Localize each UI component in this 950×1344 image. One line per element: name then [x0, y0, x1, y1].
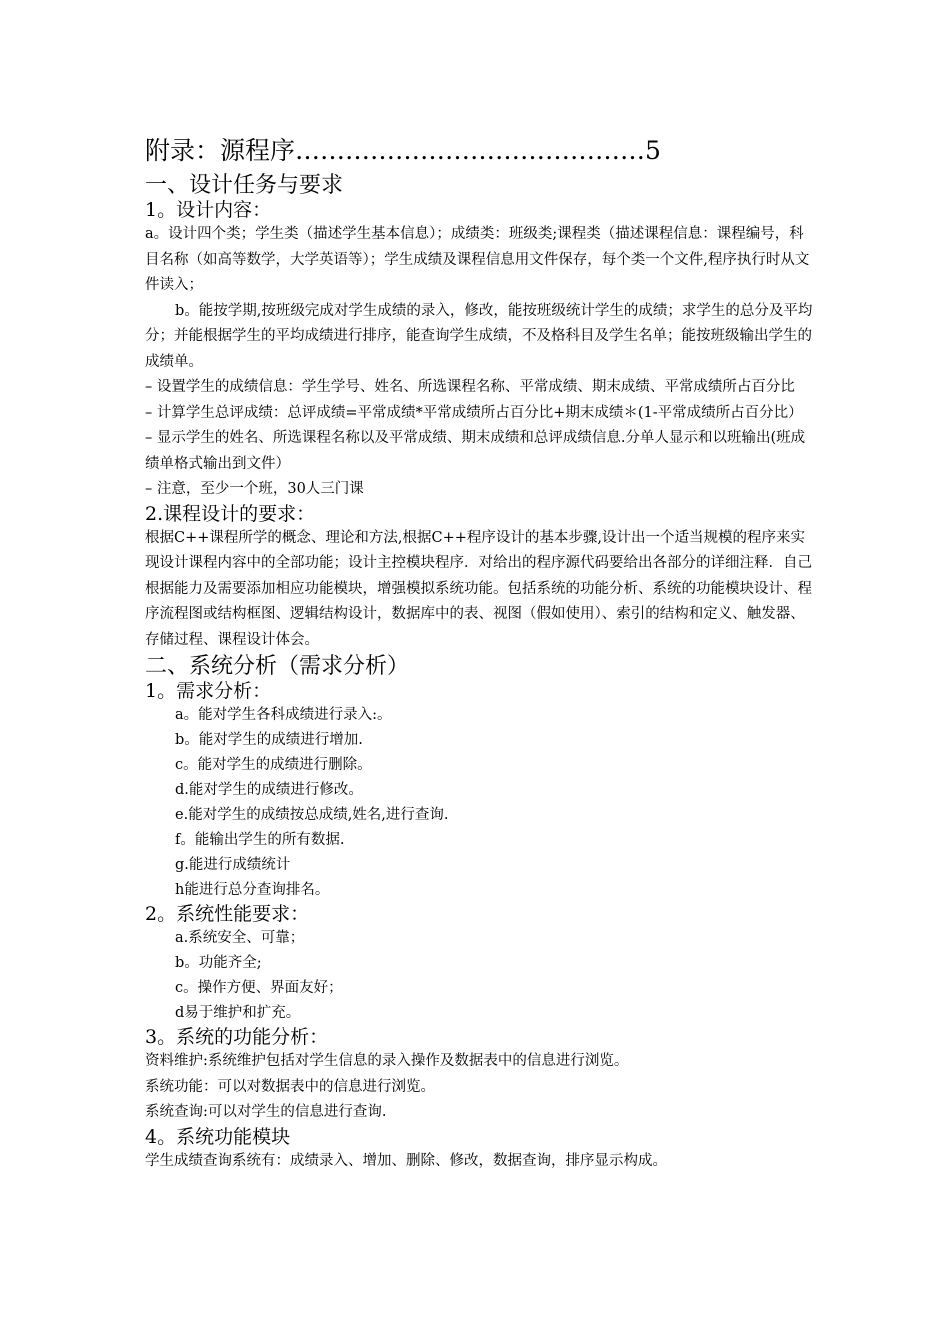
- design-content-para-b: b。能按学期,按班级完成对学生成绩的录入，修改，能按班级统计学生的成绩；求学生的总分及平均分；并能根据学生的平均成绩进行排序，能查询学生成绩，不及格科目及学生名单；能按班级输出学生的成绩单。: [145, 302, 813, 370]
- document-body: [145, 134, 815, 1174]
- requirement-item: h能进行总分查询排名。: [175, 882, 330, 898]
- requirement-item: d.能对学生的成绩进行修改。: [175, 782, 363, 798]
- requirement-item: a。能对学生各科成绩进行录入:。: [175, 707, 392, 723]
- design-content-para-a: a。设计四个类；学生类（描述学生基本信息）；成绩类：班级类;课程类（描述课程信息：课程编号，科目名称（如高等数学，大学英语等）；学生成绩及课程信息用文件保存，每个类一个文件,程序执行时从文件读入；: [145, 226, 810, 293]
- design-requirements-para: 根据C++课程所学的概念、理论和方法,根据C++程序设计的基本步骤,设计出一个适当规模的程序来实现设计课程内容中的全部功能；设计主控模块程序．对给出的程序源代码要给出各部分的详细注释．自己根据能力及需要添加相应功能模块，增强模拟系统功能。包括系统的功能分析、系统的功能模块设计、程序流程图或结构框图、逻辑结构设计，数据库中的表、视图（假如使用）、索引的结构和定义、触发器、存储过程、课程设计体会。: [145, 529, 812, 648]
- section-1-2-heading: 2.课程设计的要求：: [145, 502, 316, 525]
- section-2-heading: 二、系统分析（需求分析）: [145, 654, 410, 679]
- function-module-line: 学生成绩查询系统有：成绩录入、增加、删除、修改，数据查询，排序显示构成。: [145, 1152, 667, 1169]
- function-analysis-line: 系统查询:可以对学生的信息进行查询.: [145, 1104, 387, 1120]
- requirement-item: f。能输出学生的所有数据.: [175, 832, 345, 848]
- requirement-item: e.能对学生的成绩按总成绩,姓名,进行查询.: [175, 807, 449, 823]
- section-2-3-heading: 3。系统的功能分析：: [145, 1026, 329, 1048]
- design-content-dash-3: – 显示学生的姓名、所选课程名称以及平常成绩、期末成绩和总评成绩信息.分单人显示和以班输出(班成绩单格式输出到文件）: [145, 430, 806, 472]
- performance-item: c。操作方便、界面友好；: [175, 980, 343, 996]
- performance-item: d易于维护和扩充。: [175, 1005, 301, 1021]
- section-2-2-heading: 2。系统性能要求：: [145, 903, 310, 925]
- design-content-dash-2: – 计算学生总评成绩：总评成绩=平常成绩*平常成绩所占百分比+期末成绩＊(1-平常成绩所占百分比）: [145, 404, 803, 421]
- function-analysis-line: 资料维护:系统维护包括对学生信息的录入操作及数据表中的信息进行浏览。: [145, 1053, 629, 1069]
- requirement-item: b。能对学生的成绩进行增加.: [175, 732, 363, 748]
- function-analysis-line: 系统功能：可以对数据表中的信息进行浏览。: [145, 1078, 435, 1095]
- section-2-4-heading: 4。系统功能模块: [145, 1125, 291, 1148]
- section-1-heading: 一、设计任务与要求: [145, 173, 344, 198]
- requirement-item: g.能进行成绩统计: [175, 857, 291, 873]
- performance-item: b。功能齐全;: [175, 955, 262, 971]
- design-content-dash-4: – 注意，至少一个班，30人三门课: [145, 481, 364, 497]
- requirement-item: c。能对学生的成绩进行删除。: [175, 757, 372, 773]
- performance-item: a.系统安全、可靠；: [175, 930, 305, 946]
- toc-appendix-line: 附录：源程序……………………………………5: [145, 136, 661, 165]
- design-content-dash-1: – 设置学生的成绩信息：学生学号、姓名、所选课程名称、平常成绩、期末成绩、平常成绩所占百分比: [145, 379, 795, 395]
- section-2-1-heading: 1。需求分析：: [145, 680, 272, 702]
- section-1-1-heading: 1。设计内容：: [145, 199, 272, 221]
